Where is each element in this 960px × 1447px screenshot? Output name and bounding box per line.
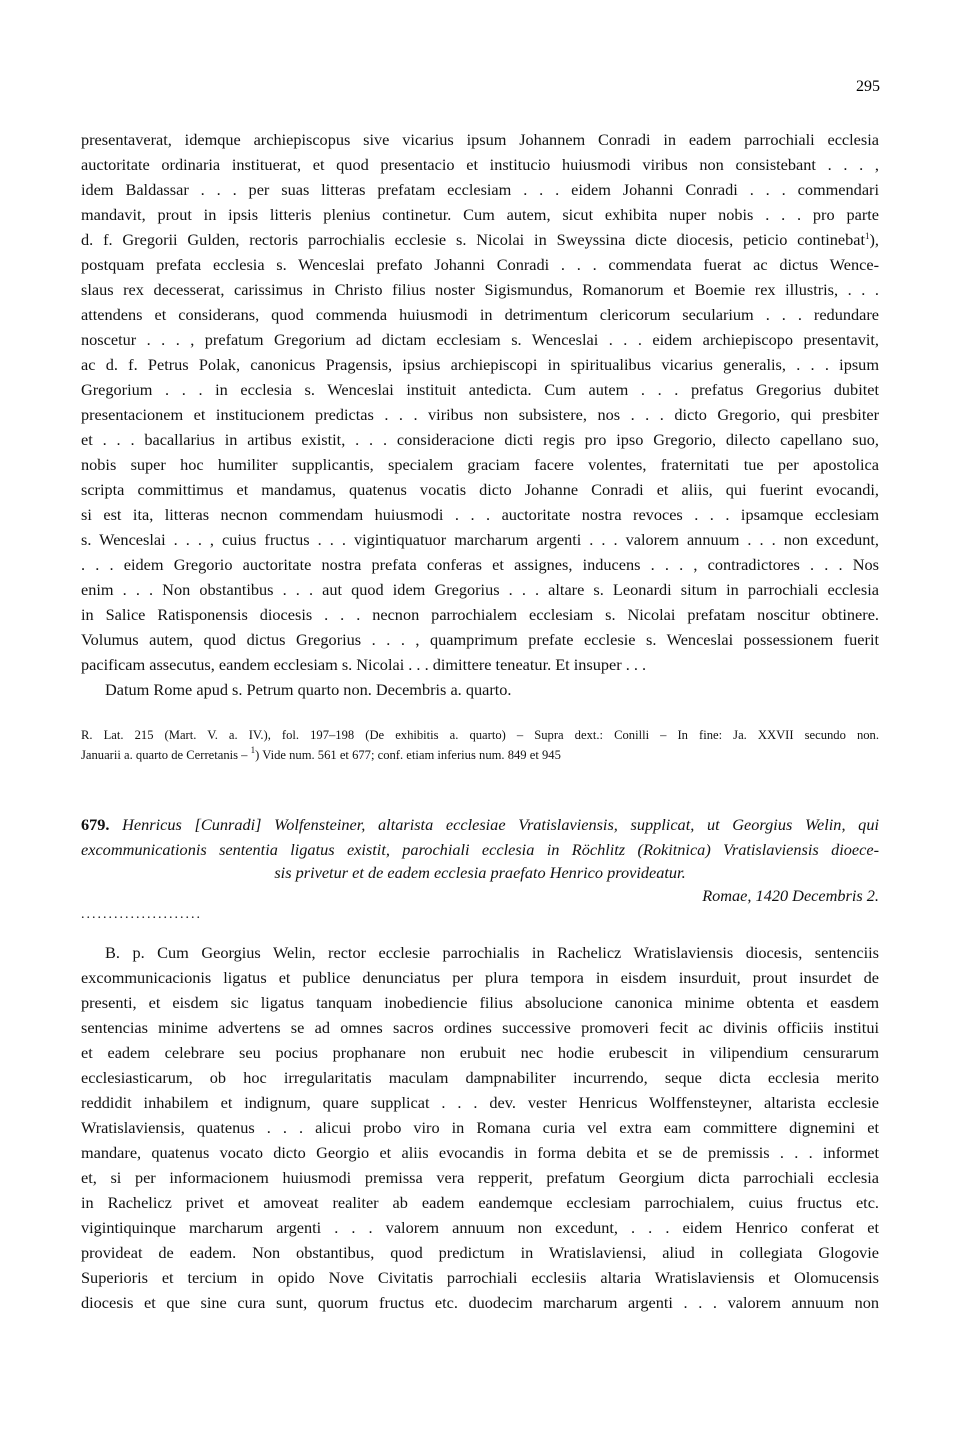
text-segment: ),: [869, 230, 879, 249]
entry-heading-line: [81, 815, 879, 835]
text-line: provideat de eadem. Non obstantibus, quod predictum in Wratislaviensi, aliud in collegiata Glogovie: [81, 1243, 879, 1262]
footnote-line: [81, 747, 879, 763]
text-line: postquam prefata ecclesia s. Wenceslai prefato Johanni Conradi . . . commendata fuerat ac dictus Wence-: [81, 255, 879, 274]
text-line: in Rachelicz privet et amoveat realiter ab eadem eandemque ecclesiam parrochialem, cuius fructus etc.: [81, 1193, 879, 1212]
text-line: et, si per informacionem huiusmodi premissa vera repperit, prefatum Georgium dicta parrochiali ecclesia: [81, 1168, 879, 1187]
entry-title: Henricus [Cunradi] Wolfensteiner, altarista ecclesiae Vratislaviensis, supplicat, ut Georgius Welin, qui: [122, 815, 879, 834]
text-line: mandavit, prout in ipsis litteris plenius continetur. Cum autem, sicut exhibita nuper nobis . . . pro parte: [81, 205, 879, 224]
text-line: presentaverat, idemque archiepiscopus sive vicarius ipsum Johannem Conradi in eadem parrochiali ecclesia: [81, 130, 879, 149]
text-line: mandare, quatenus vocato dicto Georgio et aliis evocandis in forma debita et se de premissis . . . informet: [81, 1143, 879, 1162]
text-line: slaus rex decesserat, carissimus in Christo filius noster Sigismundus, Romanorum et Boemie rex illustris, . . .: [81, 280, 879, 299]
text-line: sentencias minime advertens se ad omnes sacros ordines successive promoveri fecit ac divinis officiis institui: [81, 1018, 879, 1037]
text-line: Gregorium . . . in ecclesia s. Wenceslai instituit antedicta. Cum autem . . . prefatus Gregorius dubitet: [81, 380, 879, 399]
text-line: auctoritate ordinaria instituerat, et quod presentacio et institucio huiusmodi viribus non consistebant . . . ,: [81, 155, 879, 174]
text-line: reddidit inhabilem et indignum, quare supplicat . . . dev. vester Henricus Wolffensteyner, altarista ecclesie: [81, 1093, 879, 1112]
text-line: et . . . bacallarius in artibus existit, . . . consideracione dicti regis pro ipso Gregorio, dilecto capellano suo,: [81, 430, 879, 449]
text-line: vigintiquinque marcharum argenti . . . valorem annuum non excedunt, . . . eidem Henrico conferat et: [81, 1218, 879, 1237]
text-line: enim . . . Non obstantibus . . . aut quod idem Gregorius . . . altare s. Leonardi situm in parrochiali ecclesia: [81, 580, 879, 599]
text-line: excommunicacionis ligatus et publice denunciatus per plura tempora in eisdem insurduit, prout insurdet de: [81, 968, 879, 987]
footnote-marker: 1: [865, 231, 870, 241]
text-line: idem Baldassar . . . per suas litteras prefatam ecclesiam . . . eidem Johanni Conradi . . . commendari: [81, 180, 879, 199]
omission-dots: ......................: [81, 907, 202, 922]
text-line: B. p. Cum Georgius Welin, rector ecclesie parrochialis in Rachelicz Wratislaviensis diocesis, sentenciis: [105, 943, 879, 962]
text-line: attendens et considerans, quod commenda huiusmodi in detrimentum clericorum secularium . . . redundare: [81, 305, 879, 324]
text-line: presentacionem et institucionem predictas . . . viribus non subsistere, nos . . . dicto Gregorio, qui presbiter: [81, 405, 879, 424]
footnote-marker: 1: [250, 745, 256, 755]
text-line: ac d. f. Petrus Polak, canonicus Pragensis, ipsius archiepiscopi in spiritualibus vicarius generalis, . . . ipsum: [81, 355, 879, 374]
text-line: diocesis et que sine cura sunt, quorum fructus etc. duodecim marcharum argenti . . . valorem annuum non: [81, 1293, 879, 1312]
text-line: . . . eidem Gregorio auctoritate nostra prefata conferas et assignes, inducens . . . , contradictores . . . Nos: [81, 555, 879, 574]
text-line: Volumus autem, quod dictus Gregorius . . . , quamprimum prefate ecclesie s. Wenceslai possessionem fuerit: [81, 630, 879, 649]
footnote-line: R. Lat. 215 (Mart. V. a. IV.), fol. 197–198 (De exhibitis a. quarto) – Supra dext.: Conilli – In fine: Ja. XXVII secundo non.: [81, 728, 879, 742]
text-line: Wratislaviensis, quatenus . . . alicui probo viro in Romana curia vel extra eam committere dignemini et: [81, 1118, 879, 1137]
page-number: 295: [856, 78, 880, 95]
text-line: in Salice Ratisponensis diocesis . . . necnon parrochialem ecclesiam s. Nicolai prefatam noscitur obtinere.: [81, 605, 879, 624]
entry-place-date: Romae, 1420 Decembris 2.: [702, 886, 879, 905]
text-line: pacificam assecutus, eandem ecclesiam s. Nicolai . . . dimittere teneatur. Et insuper . . .: [81, 655, 647, 674]
text-line: presenti, et eisdem sic ligatus tanquam inobediencie filius absolucione canonica minime obtenta et easdem: [81, 993, 879, 1012]
text-segment: d. f. Gregorii Gulden, rectoris parrochialis ecclesie s. Nicolai in Sweyssina dicte diocesis, peticio continebat: [81, 230, 865, 249]
text-line: noscetur . . . , prefatum Gregorium ad dictam ecclesiam s. Wenceslai . . . eidem archiepiscopo presentavit,: [81, 330, 879, 349]
text-line: et eadem celebrare seu pocius prophanare non erubuit nec hodie erubescit in vilipendium censurarum: [81, 1043, 879, 1062]
text-line: nobis super hoc humiliter supplicantis, specialem graciam facere volentes, fraternitati tue per apostolica: [81, 455, 879, 474]
entry-number: 679.: [81, 815, 110, 834]
text-line: scripta committimus et mandamus, quatenus vocatis dicto Johanne Conradi et aliis, qui fuerint evocandi,: [81, 480, 879, 499]
datum-line: Datum Rome apud s. Petrum quarto non. Decembris a. quarto.: [105, 680, 512, 699]
text-segment: Januarii a. quarto de Cerretanis –: [81, 748, 248, 762]
text-line: s. Wenceslai . . . , cuius fructus . . . vigintiquatuor marcharum argenti . . . valorem annuum . . . non excedunt,: [81, 530, 879, 549]
text-segment: ) Vide num. 561 et 677; conf. etiam inferius num. 849 et 945: [255, 748, 561, 762]
entry-heading-line: excommunicationis sententia ligatus existit, parochiali ecclesia in Röchlitz (Rokitnica) Vratislaviensis dioece-: [81, 840, 879, 859]
text-line: Superioris et tercium in opido Nove Civitatis parrochiali ecclesiis altaria Wratislaviensis et Olomucensis: [81, 1268, 879, 1287]
text-line: ecclesiasticarum, ob hoc irregularitatis maculam dampnabiliter incurrendo, seque dicta ecclesia merito: [81, 1068, 879, 1087]
text-line: [81, 230, 879, 250]
text-line: si est ita, litteras necnon commendam huiusmodi . . . auctoritate nostra revoces . . . ipsamque ecclesiam: [81, 505, 879, 524]
entry-heading-line: sis privetur et de eadem ecclesia praefato Henrico provideatur.: [274, 863, 686, 882]
